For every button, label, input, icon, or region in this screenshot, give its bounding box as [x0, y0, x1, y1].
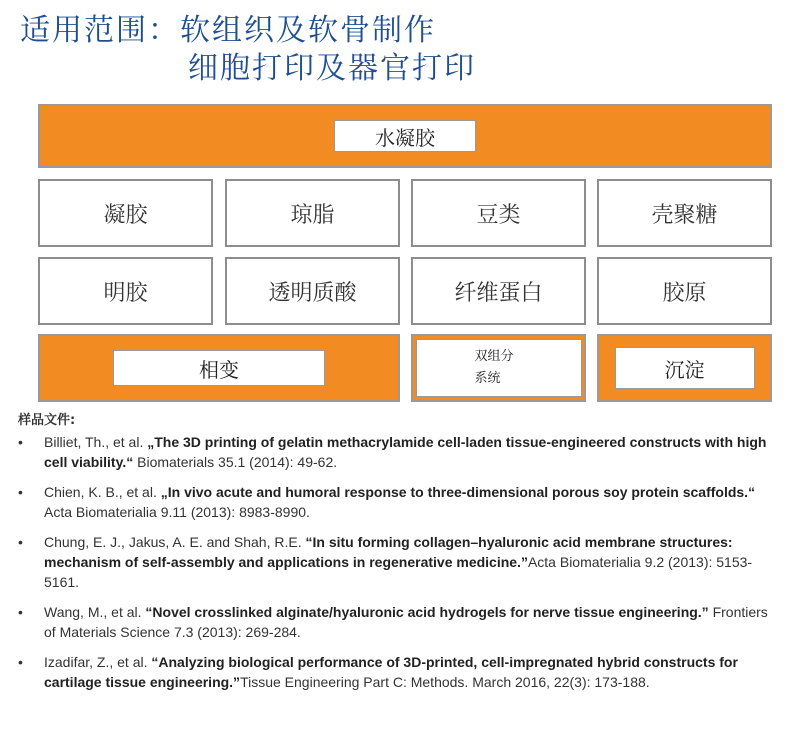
title-line-2: 细胞打印及器官打印	[188, 51, 476, 86]
page-title	[20, 12, 476, 88]
precipitation-label: 沉淀	[615, 347, 755, 389]
ref-authors: Billiet, Th., et al.	[44, 434, 148, 450]
material-cell: 明胶	[38, 257, 213, 325]
phase-change-label: 相变	[113, 350, 325, 386]
two-component-line-2: 系统	[474, 371, 501, 386]
precipitation-block	[597, 334, 772, 402]
phase-change-block	[38, 334, 400, 402]
references-list	[14, 432, 782, 702]
title-line-1: 适用范围：软组织及软骨制作	[20, 13, 436, 48]
ref-source: Biomaterials 35.1 (2014): 49-62.	[133, 454, 338, 470]
reference-item	[14, 532, 782, 592]
ref-source: Tissue Engineering Part C: Methods. March 2016, 22(3): 173-188.	[240, 674, 650, 690]
material-cell: 胶原	[597, 257, 772, 325]
material-cell: 壳聚糖	[597, 179, 772, 247]
ref-source: Acta Biomaterialia 9.11 (2013): 8983-8990.	[44, 504, 310, 520]
ref-title: “In situ forming collagen–hyaluronic acid membrane structures: mechanism of self-assembly and applications in regenerative medicine.”	[44, 534, 733, 570]
reference-item	[14, 432, 782, 472]
reference-item	[14, 482, 782, 522]
material-cell: 纤维蛋白	[411, 257, 586, 325]
material-cell: 豆类	[411, 179, 586, 247]
ref-title: “Novel crosslinked alginate/hyaluronic acid hydrogels for nerve tissue engineering.”	[145, 604, 709, 620]
ref-authors: Chung, E. J., Jakus, A. E. and Shah, R.E.	[44, 534, 306, 550]
reference-item	[14, 602, 782, 642]
ref-title: „The 3D printing of gelatin methacrylamide cell-laden tissue-engineered constructs with high cell viability.“	[44, 434, 767, 470]
ref-authors: Izadifar, Z., et al.	[44, 654, 152, 670]
two-component-line-1: 双组分	[474, 349, 514, 364]
hydrogel-label: 水凝胶	[334, 120, 476, 152]
hydrogel-bar	[38, 104, 772, 168]
references-heading: 样品文件:	[18, 413, 76, 428]
material-cell: 透明质酸	[225, 257, 400, 325]
ref-source: Frontiers of Materials Science 7.3 (2013): 269-284.	[44, 604, 768, 640]
material-cell: 凝胶	[38, 179, 213, 247]
two-component-label	[416, 339, 582, 397]
ref-authors: Chien, K. B., et al.	[44, 484, 161, 500]
reference-item	[14, 652, 782, 692]
two-component-block	[411, 334, 586, 402]
ref-authors: Wang, M., et al.	[44, 604, 146, 620]
material-cell: 琼脂	[225, 179, 400, 247]
ref-title: “Analyzing biological performance of 3D-printed, cell-impregnated hybrid constructs for cartilage tissue engineering.”	[44, 654, 738, 690]
ref-source: Acta Biomaterialia 9.2 (2013): 5153-5161.	[44, 554, 753, 590]
ref-title: „In vivo acute and humoral response to three-dimensional porous soy protein scaffolds.“	[160, 484, 756, 500]
